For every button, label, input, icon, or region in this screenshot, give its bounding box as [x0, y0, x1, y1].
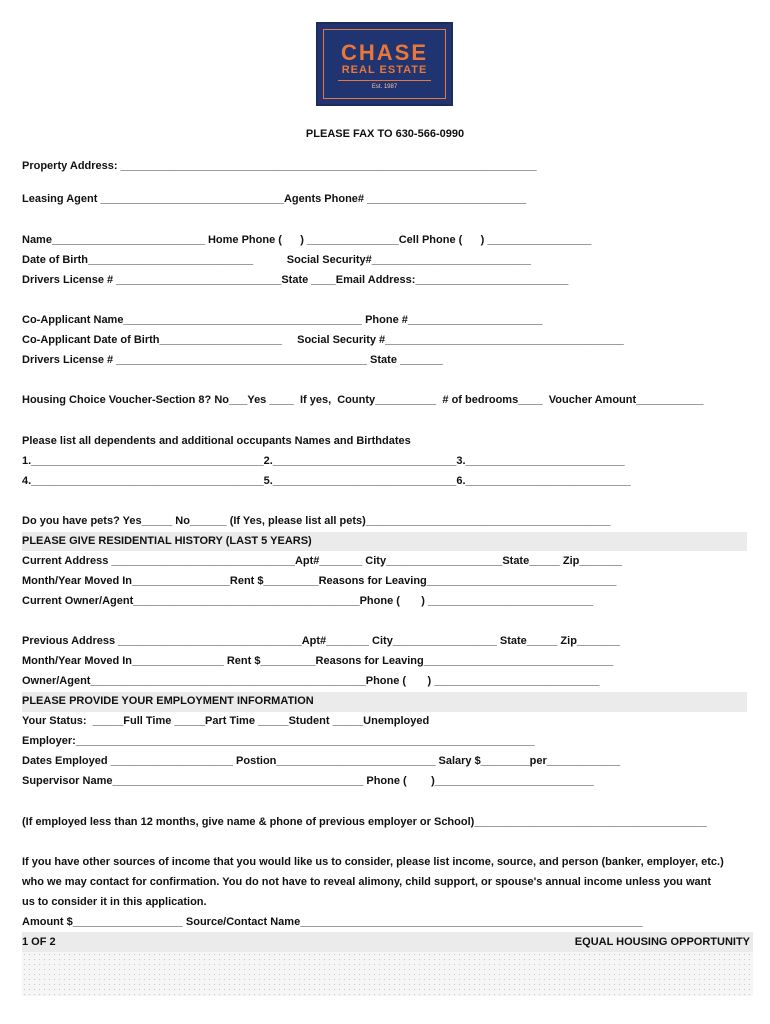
employer-field[interactable]: Employer:___________________________________________________________________________ — [22, 735, 535, 747]
current-address-field[interactable]: Current Address ______________________________Apt#_______ City___________________State_____ Zip_______ — [22, 555, 623, 567]
co-applicant-name-field[interactable]: Co-Applicant Name_______________________________________ Phone #______________________ — [22, 314, 543, 326]
logo-subtitle: REAL ESTATE — [341, 64, 428, 76]
dependents-heading: Please list all dependents and additional occupants Names and Birthdates — [22, 435, 411, 447]
logo-divider — [338, 80, 431, 81]
co-applicant-dob-field[interactable]: Co-Applicant Date of Birth____________________ Social Security #_______________________________________ — [22, 334, 624, 346]
dates-employed-field[interactable]: Dates Employed ____________________ Postion__________________________ Salary $________per____________ — [22, 755, 621, 767]
income-instructions-1: If you have other sources of income that you would like us to consider, please list income, source, and person (banker, employer, etc.) — [22, 856, 724, 868]
income-amount-field[interactable]: Amount $__________________ Source/Contact Name________________________________________________________ — [22, 916, 643, 928]
residential-history-heading: PLEASE GIVE RESIDENTIAL HISTORY (LAST 5 YEARS) — [22, 535, 312, 547]
pets-field[interactable]: Do you have pets? Yes_____ No______ (If Yes, please list all pets)________________________________________ — [22, 515, 611, 527]
previous-address-field[interactable]: Previous Address ______________________________Apt#_______ City_________________ State_____ Zip_______ — [22, 635, 620, 647]
page-number: 1 OF 2 — [22, 936, 56, 948]
chase-real-estate-logo — [316, 22, 453, 106]
income-instructions-2: who we may contact for confirmation. You do not have to reveal alimony, child support, or spouse's annual income unless you want — [22, 876, 712, 888]
dependents-row-1[interactable]: 1.______________________________________2.______________________________3.__________________________ — [22, 455, 625, 467]
supervisor-field[interactable]: Supervisor Name_________________________________________ Phone ( )__________________________ — [22, 775, 594, 787]
co-applicant-license-field[interactable]: Drivers License # _________________________________________ State _______ — [22, 354, 443, 366]
current-owner-field[interactable]: Current Owner/Agent_____________________________________Phone ( ) ___________________________ — [22, 595, 594, 607]
equal-housing-label: EQUAL HOUSING OPPORTUNITY — [574, 936, 750, 948]
previous-move-in-field[interactable]: Month/Year Moved In_______________ Rent $_________Reasons for Leaving_______________________________ — [22, 655, 614, 667]
date-of-birth-field[interactable]: Date of Birth___________________________ Social Security#__________________________ — [22, 254, 531, 266]
property-address-field[interactable]: Property Address: ____________________________________________________________________ — [22, 160, 537, 172]
drivers-license-field[interactable]: Drivers License # ___________________________State ____Email Address:_________________________ — [22, 274, 569, 286]
current-move-in-field[interactable]: Month/Year Moved In________________Rent $_________Reasons for Leaving_______________________________ — [22, 575, 617, 587]
logo-brand: CHASE — [340, 40, 428, 65]
previous-owner-field[interactable]: Owner/Agent_____________________________________________Phone ( ) ___________________________ — [22, 675, 600, 687]
footer-dotted-area — [22, 952, 753, 996]
logo-frame — [323, 29, 446, 99]
dependents-row-2[interactable]: 4.______________________________________5.______________________________6.___________________________ — [22, 475, 631, 487]
logo-established: Est. 1987 — [371, 84, 398, 90]
employment-heading: PLEASE PROVIDE YOUR EMPLOYMENT INFORMATION — [22, 695, 314, 707]
income-instructions-3: us to consider it in this application. — [22, 896, 207, 908]
employment-status-field[interactable]: Your Status: _____Full Time _____Part Time _____Student _____Unemployed — [22, 715, 430, 727]
previous-employer-field[interactable]: (If employed less than 12 months, give name & phone of previous employer or School)______________________________________ — [22, 816, 707, 828]
fax-instruction: PLEASE FAX TO 630-566-0990 — [305, 128, 465, 140]
applicant-name-field[interactable]: Name_________________________ Home Phone ( ) _______________Cell Phone ( ) _________________ — [22, 234, 592, 246]
housing-voucher-field[interactable]: Housing Choice Voucher-Section 8? No___Yes ____ If yes, County__________ # of bedrooms____ Voucher Amount___________ — [22, 394, 704, 406]
leasing-agent-field[interactable]: Leasing Agent ______________________________Agents Phone# __________________________ — [22, 193, 527, 205]
